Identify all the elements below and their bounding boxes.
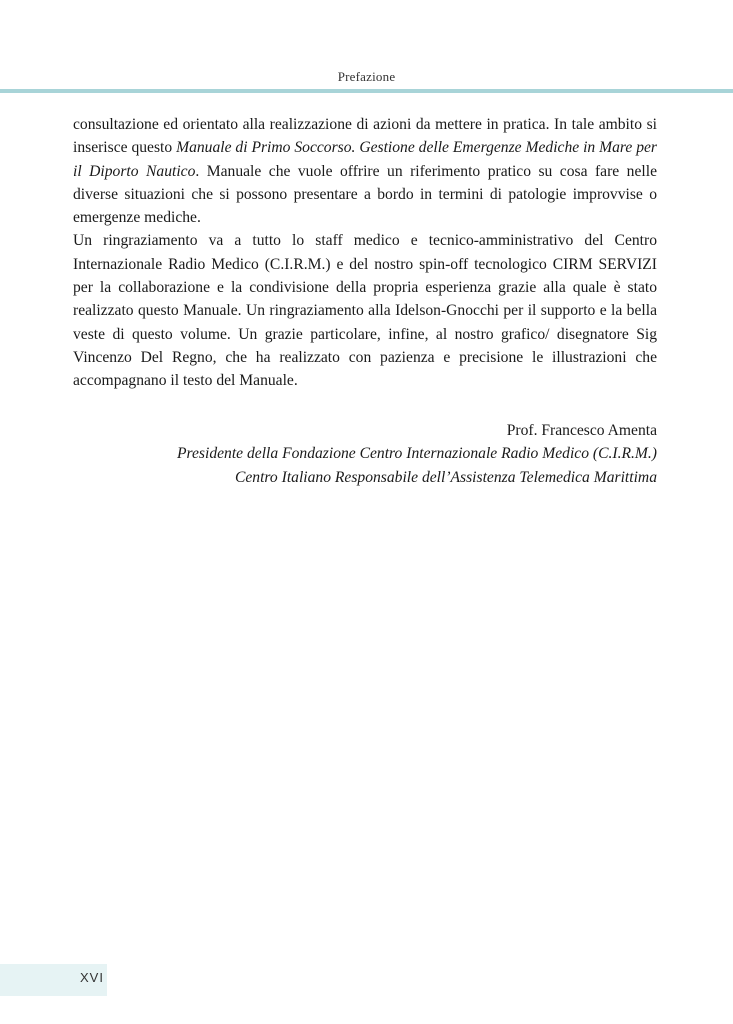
page-number: XVI xyxy=(80,970,104,985)
running-header: Prefazione xyxy=(337,69,396,84)
body-text xyxy=(73,113,657,393)
signatory-name: Prof. Francesco Amenta xyxy=(506,422,657,439)
signatory-role-1: Presidente della Fondazione Centro Internazionale Radio Medico (C.I.R.M.) xyxy=(177,445,657,463)
signature-block xyxy=(57,419,657,489)
paragraph-2: Un ringraziamento va a tutto lo staff medico e tecnico-amministrativo del Centro Internazionale Radio Medico (C.I.R.M.) e del nostro spin-off tecnologico CIRM SERVIZI per la collaborazione e la condivisione della propria esperienza grazie alla quale è stato realizzato questo Manuale. Un ringraziamento alla Idelson-Gnocchi per il supporto e la bella veste di questo volume. Un grazie particolare, infine, al nostro grafico/ disegnatore Sig Vincenzo Del Regno, che ha realizzato con pazienza e precisione le illustrazioni che accompagnano il testo del Manuale. xyxy=(73,232,657,390)
paragraph-1 xyxy=(73,113,657,229)
manual-title: Manuale di Primo Soccorso. Gestione delle Emergenze Mediche in Mare per il Diporto Nautico xyxy=(73,139,657,180)
header-rule xyxy=(0,89,733,93)
signatory-role-2: Centro Italiano Responsabile dell’Assistenza Telemedica Marittima xyxy=(234,468,657,486)
paragraph-1-text-start: consultazione ed orientato alla realizzazione di azioni da mettere in pratica. In tale ambito si inserisce questo xyxy=(73,116,657,157)
paragraph-1-text-end: . Manuale che vuole offrire un riferimento pratico su cosa fare nelle diverse situazioni che si possono presentare a bordo in termini di patologie improvvise o emergenze mediche. xyxy=(73,162,657,227)
